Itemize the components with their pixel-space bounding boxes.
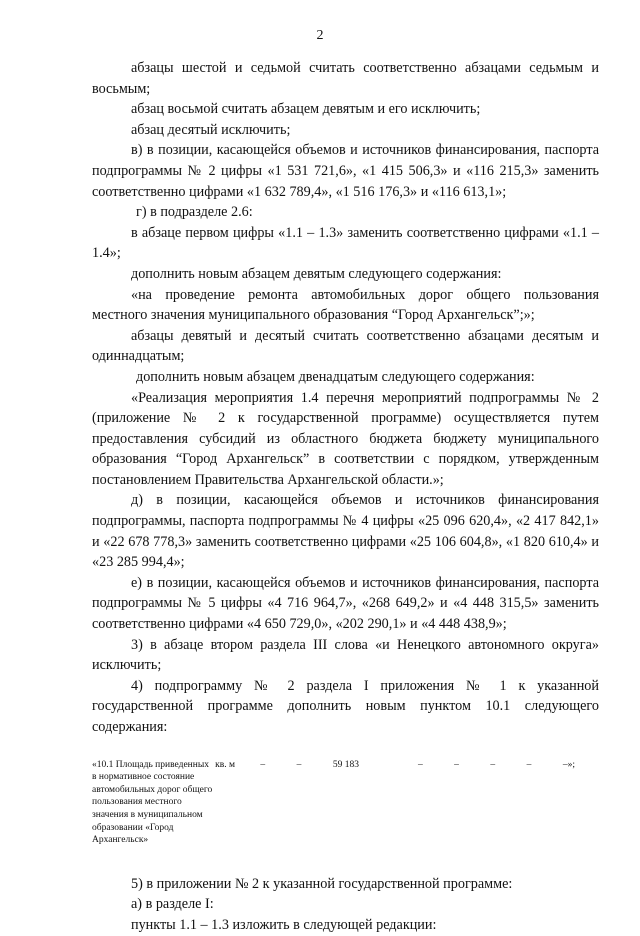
value-cell: – — [454, 759, 459, 770]
paragraph: абзацы девятый и десятый считать соответственно абзацами десятым и одиннадцатым; — [92, 327, 599, 365]
value-cell: 59 183 — [332, 759, 359, 770]
paragraph: а) в разделе I: — [131, 896, 214, 913]
indicator-name-cell: «10.1 Площадь приведенных в нормативное состояние автомобильных дорог общего пользования местного значения в муниципальном образовании «Город Архангельск» — [92, 759, 213, 846]
unit-cell: кв. м — [215, 759, 235, 770]
paragraph: дополнить новым абзацем двенадцатым следующего содержания: — [136, 368, 535, 385]
paragraph: е) в позиции, касающейся объемов и источников финансирования, паспорта подпрограммы № 5 цифры «4 716 964,7», «268 649,2» и «4 448 315,5» заменить соответственно цифрами «4 650 729,0», «202 290,1» и «4 448 438,9»; — [92, 574, 599, 633]
page-number: 2 — [316, 28, 324, 43]
paragraph: «на проведение ремонта автомобильных дорог общего пользования местного значения муниципального образования “Город Архангельск”;»; — [92, 286, 599, 324]
paragraph: дополнить новым абзацем девятым следующего содержания: — [131, 265, 502, 282]
paragraph: 3) в абзаце втором раздела III слова «и Ненецкого автономного округа» исключить; — [92, 636, 599, 674]
paragraph: в) в позиции, касающейся объемов и источников финансирования, паспорта подпрограммы № 2 цифры «1 531 721,6», «1 415 506,3» и «116 215,3» заменить соответственно цифрами «1 632 789,4», «1 516 176,3» и «116 613,1»; — [92, 142, 599, 200]
paragraph: в абзаце первом цифры «1.1 – 1.3» заменить соответственно цифрами «1.1 – 1.4»; — [92, 224, 599, 262]
paragraph: 5) в приложении № 2 к указанной государственной программе: — [131, 875, 513, 892]
paragraph: д) в позиции, касающейся объемов и источников финансирования подпрограммы, паспорта подпрограммы № 4 цифры «25 096 620,4», «2 417 842,1» и «22 678 778,3» заменить соответственно цифрами «25 106 604,8», «1 820 610,4» и «23 285 994,4»; — [92, 492, 599, 571]
paragraph: «Реализация мероприятия 1.4 перечня мероприятий подпрограммы № 2 (приложение № 2 к государственной программе) осуществляется путем предоставления субсидий из областного бюджета бюджету муниципального образования “Город Архангельск” в соответствии с порядком, утвержденным постановлением Правительства Архангельской области.»; — [92, 389, 599, 488]
inserted-table — [92, 759, 599, 847]
value-cell: – — [490, 759, 496, 770]
value-cell: – — [296, 759, 302, 770]
value-cell: – — [260, 759, 266, 770]
paragraph: пункты 1.1 – 1.3 изложить в следующей редакции: — [131, 916, 437, 933]
paragraph: абзац десятый исключить; — [131, 121, 291, 138]
paragraph: г) в подразделе 2.6: — [136, 204, 253, 221]
paragraph: абзац восьмой считать абзацем девятым и его исключить; — [131, 101, 481, 118]
table-row — [92, 759, 599, 847]
value-cell: – — [526, 759, 532, 770]
paragraph: абзацы шестой и седьмой считать соответственно абзацами седьмым и восьмым; — [92, 60, 599, 97]
document-body — [92, 58, 599, 936]
paragraph: 4) подпрограмму № 2 раздела I приложения № 1 к указанной государственной программе дополнить новым пунктом 10.1 следующего содержания: — [92, 677, 599, 735]
value-cell: – — [417, 759, 423, 770]
value-cell: –»; — [562, 759, 575, 770]
